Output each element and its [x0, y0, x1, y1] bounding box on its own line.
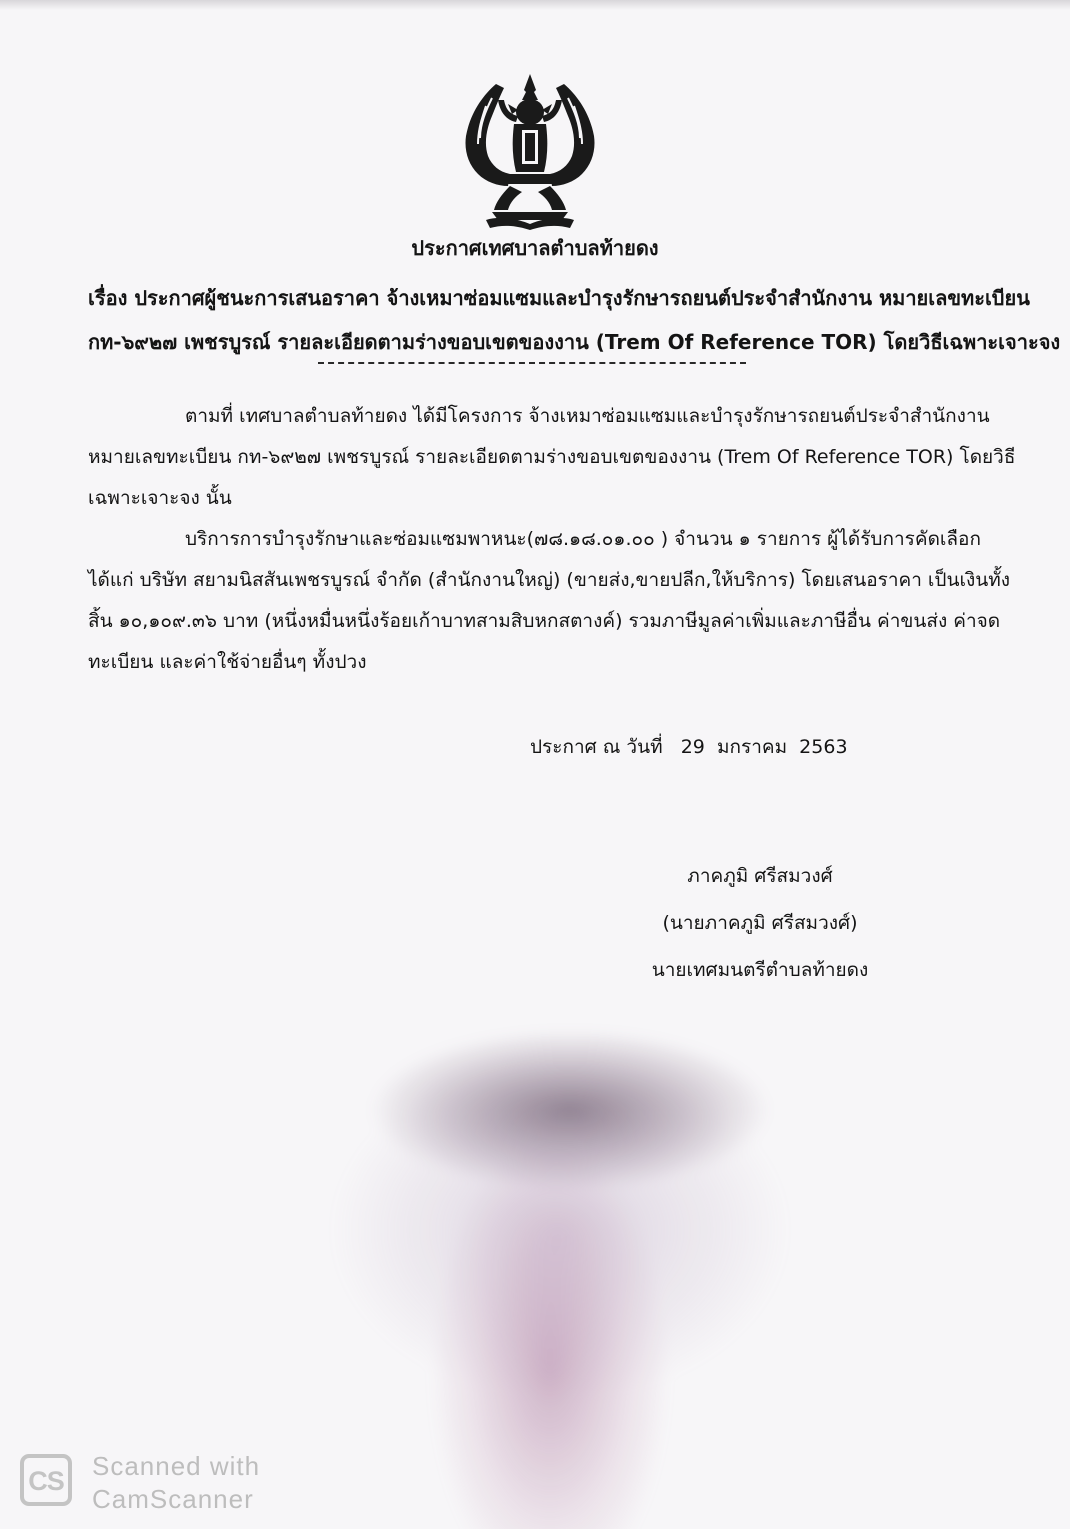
- watermark-line-1: Scanned with: [92, 1451, 261, 1481]
- paragraph-2-line-3: สิ้น ๑๐,๑๐๙.๓๖ บาท (หนึ่งหมื่นหนึ่งร้อยเก้าบาทสามสิบหกสตางค์) รวมภาษีมูลค่าเพิ่มและภาษีอื่น ค่าขนส่ง ค่าจด: [88, 610, 1001, 632]
- watermark-line-2: CamScanner: [92, 1484, 254, 1514]
- paragraph-2-line-4: ทะเบียน และค่าใช้จ่ายอื่นๆ ทั้งปวง: [88, 651, 367, 673]
- paragraph-1-line-1: ตามที่ เทศบาลตำบลท้ายดง ได้มีโครงการ จ้างเหมาซ่อมแซมและบำรุงรักษารถยนต์ประจำสำนักงาน: [185, 405, 990, 427]
- signatory-position: นายเทศมนตรีตำบลท้ายดง: [651, 959, 869, 981]
- scan-top-edge: [0, 0, 1070, 10]
- signature-block: [600, 853, 920, 994]
- printed-name: (นายภาคภูมิ ศรีสมวงศ์): [662, 912, 858, 934]
- subject-line-2: กท-๖๙๒๗ เพชรบูรณ์ รายละเอียดตามร่างขอบเขตของงาน (Trem Of Reference TOR) โดยวิธีเฉพาะเจาะจง: [88, 330, 1061, 354]
- subject-line-1: เรื่อง ประกาศผู้ชนะการเสนอราคา จ้างเหมาซ่อมแซมและบำรุงรักษารถยนต์ประจำสำนักงาน หมายเลขทะเบียน: [88, 286, 1030, 310]
- paragraph-1-line-2: หมายเลขทะเบียน กท-๖๙๒๗ เพชรบูรณ์ รายละเอียดตามร่างขอบเขตของงาน (Trem Of Reference TOR) โดยวิธี: [88, 446, 1016, 468]
- camscanner-logo-text: CS: [28, 1466, 64, 1496]
- dashed-divider: [318, 362, 746, 364]
- paragraph-2-line-2: ได้แก่ บริษัท สยามนิสสันเพชรบูรณ์ จำกัด (สำนักงานใหญ่) (ขายส่ง,ขายปลีก,ให้บริการ) โดยเสนอราคา เป็นเงินทั้ง: [88, 569, 1011, 591]
- document-subject: [88, 276, 1061, 364]
- garuda-emblem-icon: [452, 70, 608, 230]
- camscanner-logo-icon: [20, 1454, 72, 1506]
- camscanner-text: [92, 1450, 260, 1516]
- paragraph-1-line-3: เฉพาะเจาะจง นั้น: [88, 487, 232, 509]
- scan-smudge: [300, 1000, 820, 1529]
- announcement-date: ประกาศ ณ วันที่ 29 มกราคม 2563: [530, 736, 848, 758]
- document-title: ประกาศเทศบาลตำบลท้ายดง: [411, 236, 659, 260]
- paragraph-1: [88, 396, 1016, 519]
- signed-name: ภาคภูมิ ศรีสมวงศ์: [687, 865, 833, 887]
- paragraph-2: [88, 519, 1011, 683]
- paragraph-2-line-1: บริการการบำรุงรักษาและซ่อมแซมพาหนะ(๗๘.๑๘.๐๑.๐๐ ) จำนวน ๑ รายการ ผู้ได้รับการคัดเลือก: [185, 528, 981, 550]
